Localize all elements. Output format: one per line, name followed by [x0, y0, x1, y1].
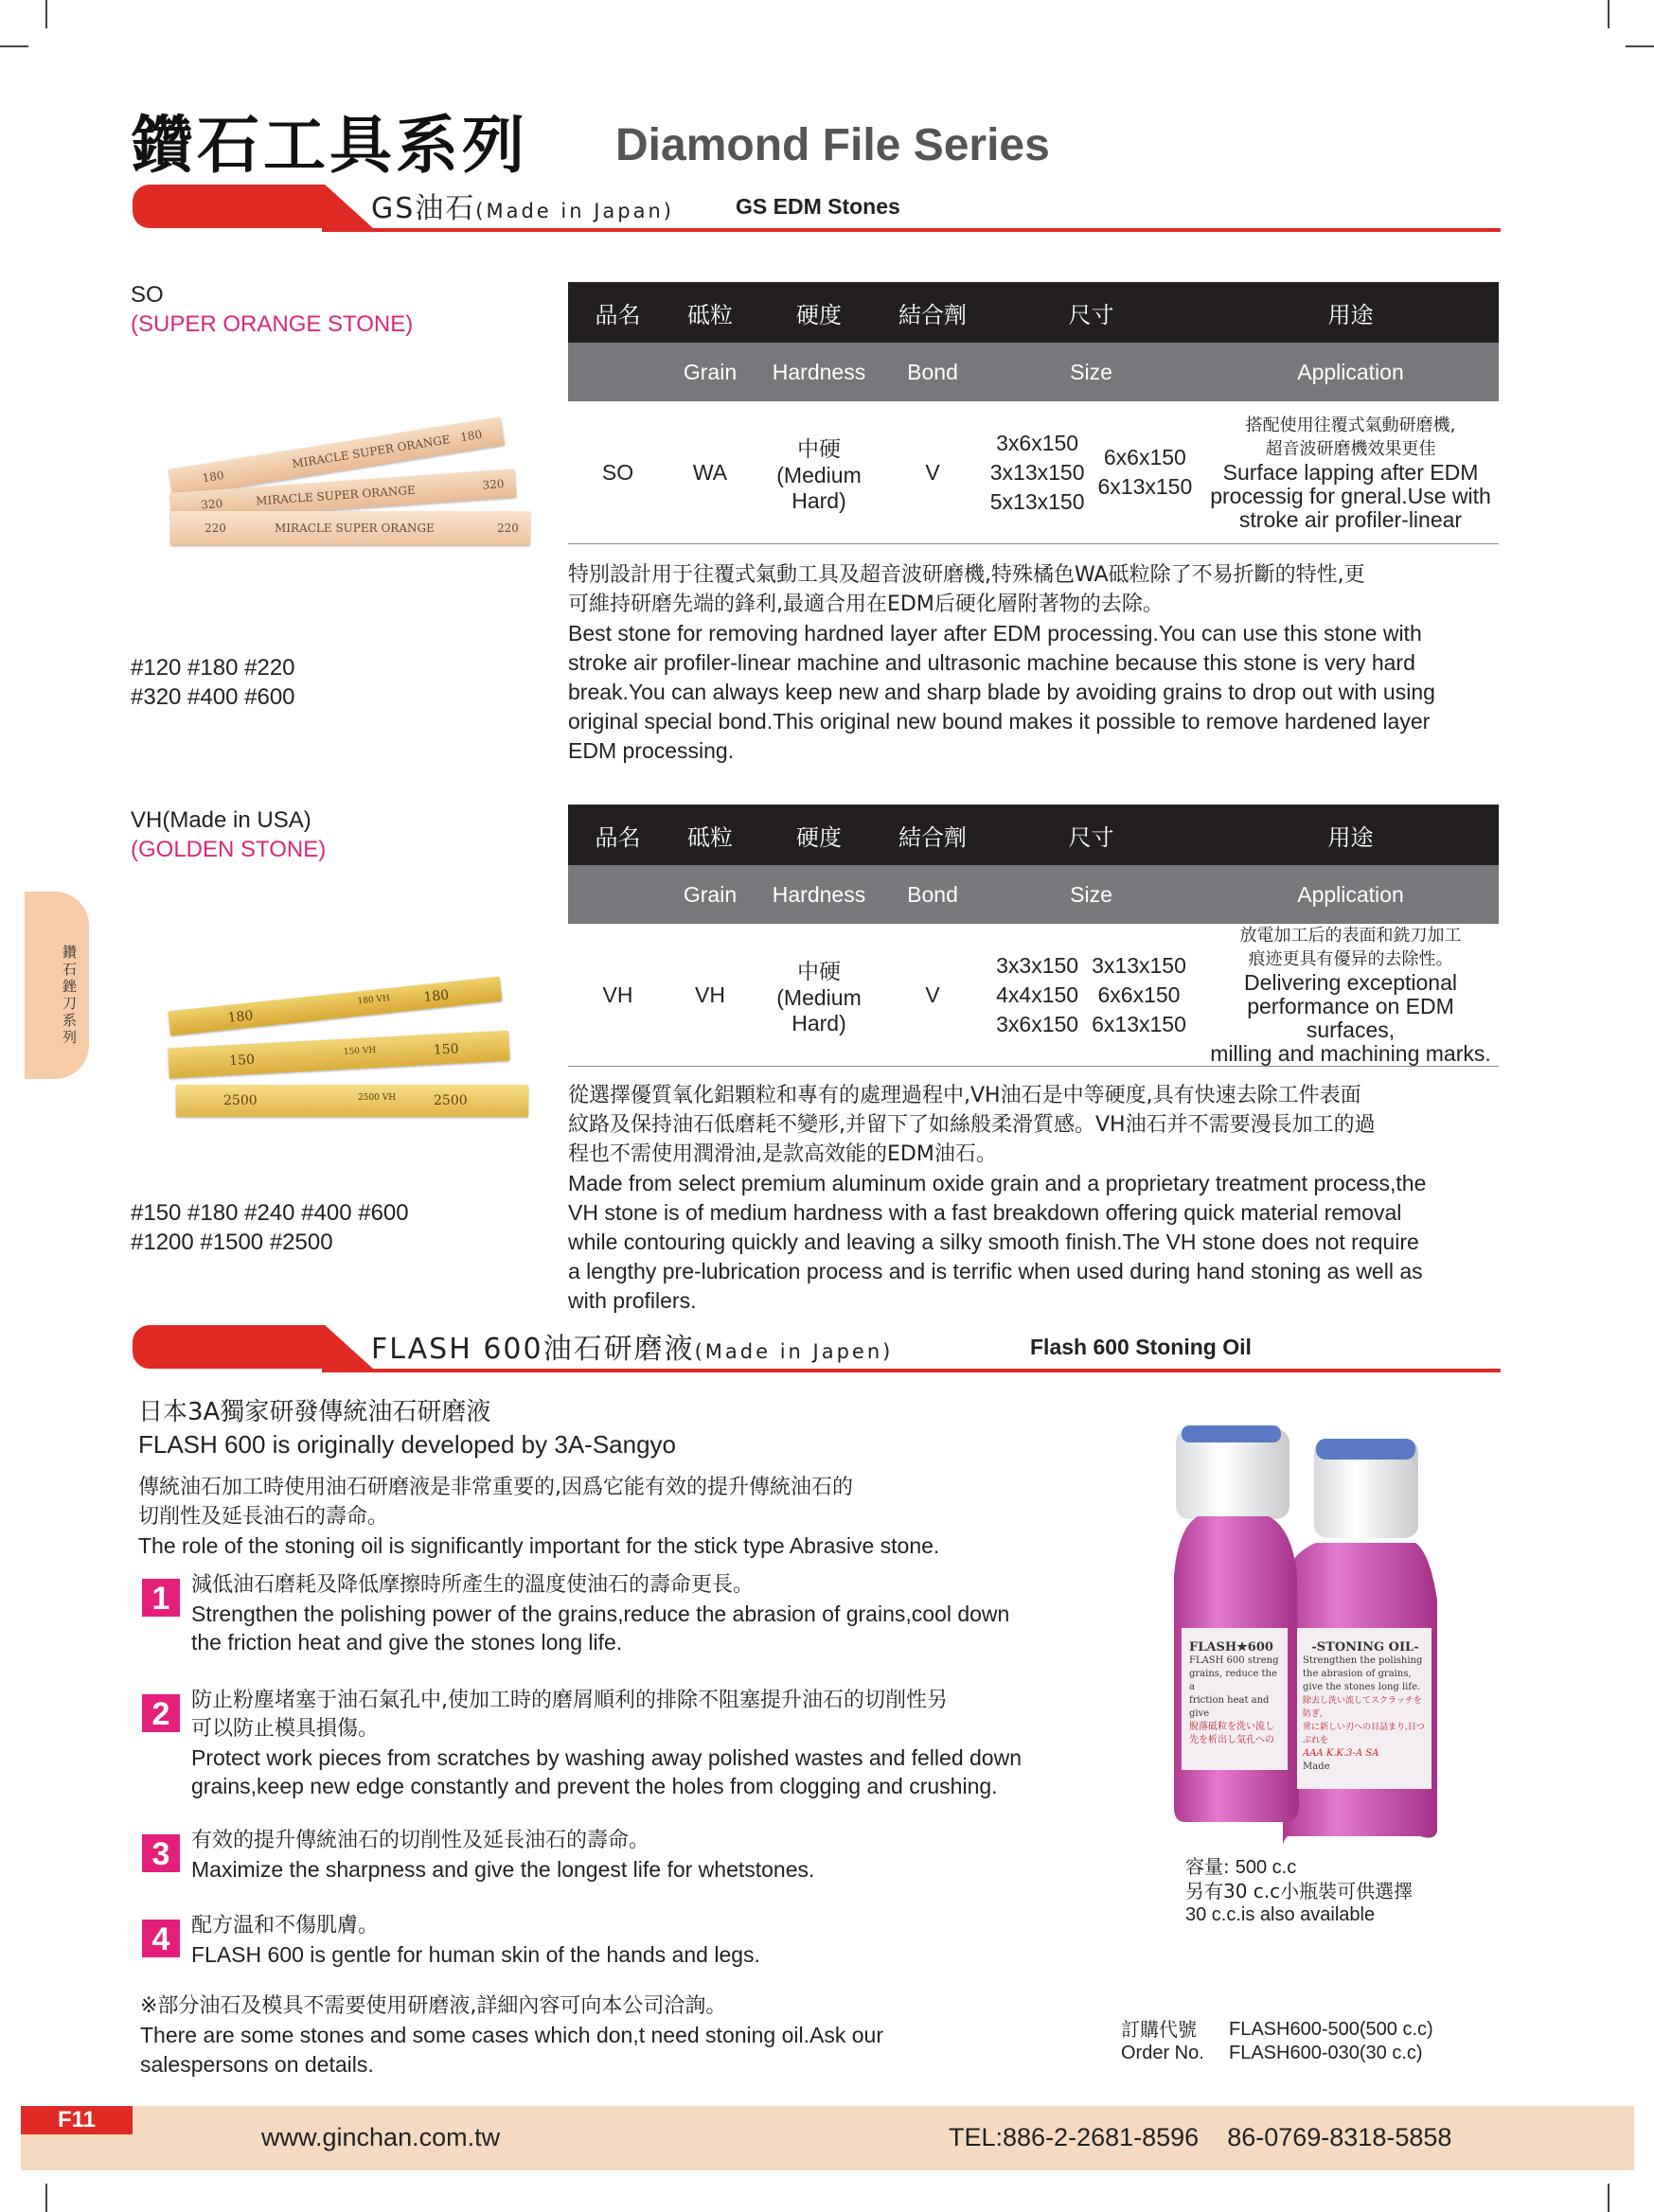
vh-spec-table: [568, 805, 1499, 1067]
gs-section-banner: [133, 185, 1501, 232]
vh-product-name: [131, 805, 326, 864]
flash-section-title-en: Flash 600 Stoning Oil: [1030, 1335, 1252, 1359]
gs-section-title-en: GS EDM Stones: [736, 194, 900, 219]
capacity-info: 容量: 500 c.c 另有30 c.c小瓶裝可供選擇 30 c.c.is also available: [1185, 1855, 1414, 1925]
table-header-row-en: Grain Hardness Bond Size Application: [568, 865, 1499, 924]
table-header-row: 品名 砥粒 硬度 結合劑 尺寸 用途: [568, 805, 1499, 865]
page-number: F11: [21, 2106, 133, 2134]
table-header-row: 品名 砥粒 硬度 結合劑 尺寸 用途: [568, 282, 1499, 343]
page-title-cn: 鑽石工具系列: [131, 109, 528, 182]
vh-grit-list: #150 #180 #240 #400 #600 #1200 #1500 #2500: [131, 1200, 409, 1255]
point-number: 1: [142, 1579, 180, 1617]
point-text: 防止粉塵堵塞于油石氣孔中,使加工時的磨屑順利的排除不阻塞提升油石的切削性另 可以防止模具損傷。 Protect work pieces from scratches by washing away polished wastes and felled down grains,keep new edge constantly and prevent the holes from clogging and crushing.: [191, 1689, 1022, 1798]
crop-mark: [1626, 45, 1654, 47]
so-grit-list: #120 #180 #220 #320 #400 #600: [131, 655, 295, 710]
gs-section-title: GS油石(Made in Japan): [371, 192, 674, 225]
flash-intro: 日本3A獨家研發傳統油石研磨液 FLASH 600 is originally developed by 3A-Sangyo: [138, 1398, 677, 1459]
flash-role: 傳統油石加工時使用油石研磨液是非常重要的,因爲它能有效的提升傳統油石的 切削性及延長油石的壽命。 The role of the stoning oil is significantly important for the stick type Abrasive stone.: [138, 1476, 940, 1558]
point-text: 配方温和不傷肌膚。 FLASH 600 is gentle for human skin of the hands and legs.: [191, 1914, 760, 1967]
flash-section-banner: [133, 1325, 1501, 1372]
vh-subname: (GOLDEN STONE): [131, 837, 327, 862]
phone-numbers: TEL:886-2-2681-8596 86-0769-8318-5858: [949, 2123, 1452, 2151]
flash-note: ※部分油石及模具不需要使用研磨液,詳細內容可向本公司洽詢。 There are some stones and some cases which don,t need stoning oil.Ask our salespersons on details.: [140, 1994, 883, 2077]
point-text: 減低油石磨耗及降低摩擦時所產生的溫度使油石的壽命更長。 Strengthen the polishing power of the grains,reduce the abrasion of grains,cool down the friction heat and give the stones long life.: [191, 1573, 1010, 1655]
so-name: SO: [131, 282, 164, 308]
crop-mark: [1608, 2184, 1610, 2212]
so-spec-table: [568, 282, 1499, 544]
crop-mark: [0, 45, 28, 47]
order-number-label: 訂購代號 Order No.: [1121, 2018, 1204, 2063]
so-product-name: [131, 280, 413, 339]
vh-name: VH(Made in USA): [131, 807, 311, 833]
vh-stone-image: 150 150 VH 150: [168, 1031, 509, 1079]
flash-600-bottle-image: [1174, 1410, 1439, 1850]
so-description: 特別設計用于往覆式氣動工具及超音波研磨機,特殊橘色WA砥粒除了不易折斷的特性,更 可維持研磨先端的鋒利,最適合用在EDM后硬化層附著物的去除。 Best stone for removing hardned layer after EDM processing.You can use this stone with stroke air profiler-linear machine and ultrasonic machine because this stone is very hard break.You can always keep new and sharp blade by avoiding grains to drop out with using original special bond.This original new bound makes it possible to remove hardened layer EDM processing.: [568, 563, 1435, 763]
page-footer: [21, 2106, 1634, 2170]
point-number: 2: [142, 1694, 180, 1732]
vh-description: 從選擇優質氧化鋁顆粒和專有的處理過程中,VH油石是中等硬度,具有快速去除工件表面 紋路及保持油石低磨耗不變形,并留下了如絲般柔滑質感。VH油石并不需要漫長加工的過 程也不需使用潤滑油,是款高效能的EDM油石。 Made from select premium aluminum oxide grain and a proprietary treatment process,the VH stone is of medium hardness with a fast breakdown offering quick material removal while contouring quickly and leaving a silky smooth finish.The VH stone does not require a lengthy pre-lubrication process and is terrific when used during hand stoning as well as with profilers.: [568, 1084, 1427, 1313]
bottle-2-label: -STONING OIL- Strengthen the polishing the abrasion of grains, give the stones long life. 除去し洗い流してスクラッチを防ぎ, 常に新しい刃への目詰まり,目つぶれを AAA K.K.3-A SA Made: [1303, 1641, 1425, 1772]
table-row: VH VH 中硬 (Medium Hard) V 3x3x150 4x4x150 3x6x150 3x13x150 6x6x150 6x13x150 放電加工后的表面和銑刀加工 痕迹更具有優异的去除性。 Delivering exceptional performance on EDM surfaces, milling and machining marks.: [568, 924, 1499, 1067]
bottle-1-label: FLASH★600 FLASH 600 streng grains, reduce the a friction heat and give 脫落砥粒を洗い流し 先を析出し気孔への: [1189, 1641, 1279, 1745]
order-codes: FLASH600-500(500 c.c) FLASH600-030(30 c.c): [1229, 2019, 1433, 2063]
so-stone-image: 180 MIRACLE SUPER ORANGE 180: [169, 416, 505, 497]
point-number: 4: [142, 1920, 180, 1957]
flash-section-title: FLASH 600油石研磨液(Made in Japen): [371, 1333, 894, 1366]
point-number: 3: [142, 1834, 180, 1872]
vh-stone-image: 180 180 VH 180: [169, 977, 503, 1036]
point-text: 有效的提升傳統油石的切削性及延長油石的壽命。 Maximize the sharpness and give the longest life for whetstones.: [191, 1829, 815, 1882]
so-stone-image: 220 MIRACLE SUPER ORANGE 220: [170, 511, 530, 545]
side-tab-label: 鑽石銼刀系列: [62, 944, 78, 1046]
side-category-tab[interactable]: [25, 892, 89, 1079]
bottle-svg: [1174, 1410, 1439, 1850]
vh-stone-image: 2500 2500 VH 2500: [176, 1085, 528, 1117]
crop-mark: [1608, 0, 1610, 28]
website-link[interactable]: www.ginchan.com.tw: [261, 2123, 501, 2151]
so-subname: (SUPER ORANGE STONE): [131, 311, 414, 337]
table-row: SO WA 中硬 (Medium Hard) V 3x6x150 3x13x150 5x13x150 6x6x150 6x13x150 搭配使用往覆式氣動研磨機, 超音波研磨機效果更佳 Surface lapping after EDM processig for gneral.Use with stroke air profiler-linear: [568, 401, 1499, 544]
crop-mark: [45, 2184, 47, 2212]
crop-mark: [45, 0, 47, 28]
so-stone-image: 320 MIRACLE SUPER ORANGE 320: [169, 469, 516, 521]
page-title-en: Diamond File Series: [615, 120, 1050, 170]
table-header-row-en: Grain Hardness Bond Size Application: [568, 343, 1499, 401]
